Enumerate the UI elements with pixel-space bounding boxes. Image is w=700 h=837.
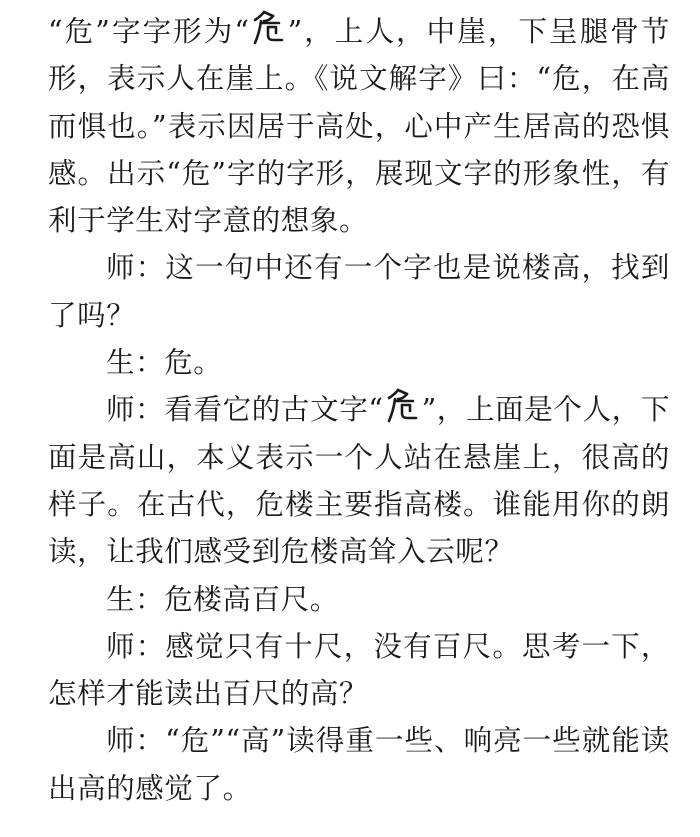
text-segment: 师：“危”“高”读得重一些、响亮一些就能读出高的感觉了。 <box>48 724 670 805</box>
paragraph-teacher-guidance <box>48 717 670 812</box>
text-segment: “危”字字形为“ <box>48 15 250 48</box>
paragraph-teacher-question <box>48 244 670 339</box>
text-segment: 生：危。 <box>106 346 223 380</box>
text-segment: ”，上人，中崖，下呈腿骨节形，表示人在崖上。《说文解字》曰：“危，在高而惧也。”表示因居于高处，心中产生居高的恐惧感。出示“危”字的字形，展现文字的形象性，有利于学生对字意的想象。 <box>48 15 671 238</box>
paragraph-student-reading <box>48 576 670 623</box>
text-segment: 师：感觉只有十尺，没有百尺。思考一下，怎样才能读出百尺的高？ <box>48 629 670 711</box>
text-segment: 师：这一句中还有一个字也是说楼高，找到了吗？ <box>48 251 670 332</box>
text-segment: 师：看看它的古文字“ <box>106 393 384 427</box>
document-page <box>48 8 670 812</box>
text-segment: ”，上面是个人，下面是高山，本义表示一个人站在悬崖上，很高的样子。在古代，危楼主要指高楼。谁能用你的朗读，让我们感受到危楼高耸入云呢？ <box>48 393 670 569</box>
text-segment: 生：危楼高百尺。 <box>106 582 339 616</box>
seal-script-wei-icon <box>386 387 420 425</box>
seal-script-wei-icon <box>252 9 286 47</box>
paragraph-student-answer <box>48 339 670 386</box>
paragraph-analysis <box>48 8 670 244</box>
paragraph-teacher-explanation <box>48 386 670 575</box>
paragraph-teacher-feedback <box>48 623 670 718</box>
